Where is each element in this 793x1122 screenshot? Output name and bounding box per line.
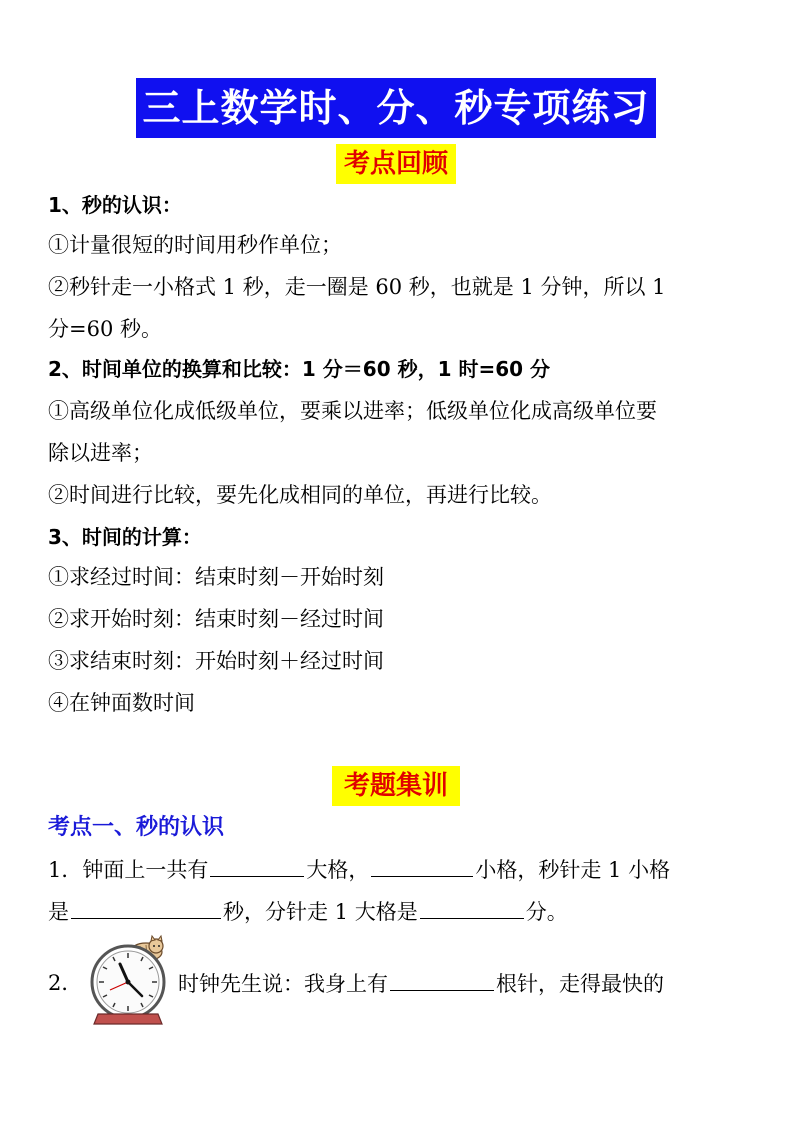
section-1-line-1: ①计量很短的时间用秒作单位； [48,233,342,257]
q1-blank-big-grids[interactable] [210,854,304,877]
q1-blank-minutes[interactable] [420,896,524,919]
section-3-title: 3、时间的计算： [48,525,202,549]
q2-text-b: 根针，走得最快的 [496,972,664,996]
section-1-title: 1、秒的认识： [48,193,182,217]
review-heading: 考点回顾 [336,144,456,184]
section-1-line-3: 分=60 秒。 [48,317,162,341]
question-2-number: 2． [48,971,83,995]
q1-text-c: 小格，秒针走 1 小格 [475,858,671,882]
topic-1-heading: 考点一、秒的认识 [48,815,225,840]
q1-text-e: 秒，分针走 1 大格是 [223,900,418,924]
question-1-line-1 [48,854,670,885]
page-title: 三上数学时、分、秒专项练习 [136,78,656,138]
section-2-title: 2、时间单位的换算和比较：1 分＝60 秒，1 时=60 分 [48,357,551,381]
training-heading: 考题集训 [332,766,460,806]
section-1-line-2: ②秒针走一小格式 1 秒，走一圈是 60 秒，也就是 1 分钟，所以 1 [48,275,666,299]
section-2-line-2: 除以进率； [48,441,153,465]
question-2-line-1 [178,968,664,999]
section-3-line-1: ①求经过时间：结束时刻－开始时刻 [48,565,384,589]
section-2-line-3: ②时间进行比较，要先化成相同的单位，再进行比较。 [48,483,552,507]
q1-blank-seconds[interactable] [71,896,221,919]
section-3-line-3: ③求结束时刻：开始时刻＋经过时间 [48,649,384,673]
q1-text-d: 是 [48,900,69,924]
section-3-line-4: ④在钟面数时间 [48,691,195,715]
q1-blank-small-grids[interactable] [371,854,473,877]
q1-text-f: 分。 [525,900,568,924]
q2-blank-hands[interactable] [390,968,494,991]
cat-clock-illustration [84,934,176,1026]
section-3-line-2: ②求开始时刻：结束时刻－经过时间 [48,607,384,631]
q1-text-a: 1．钟面上一共有 [48,858,209,882]
q1-text-b: 大格， [306,858,370,882]
section-2-line-1: ①高级单位化成低级单位，要乘以进率；低级单位化成高级单位要 [48,399,657,423]
q2-text-a: 时钟先生说：我身上有 [178,972,388,996]
question-1-line-2 [48,896,568,927]
